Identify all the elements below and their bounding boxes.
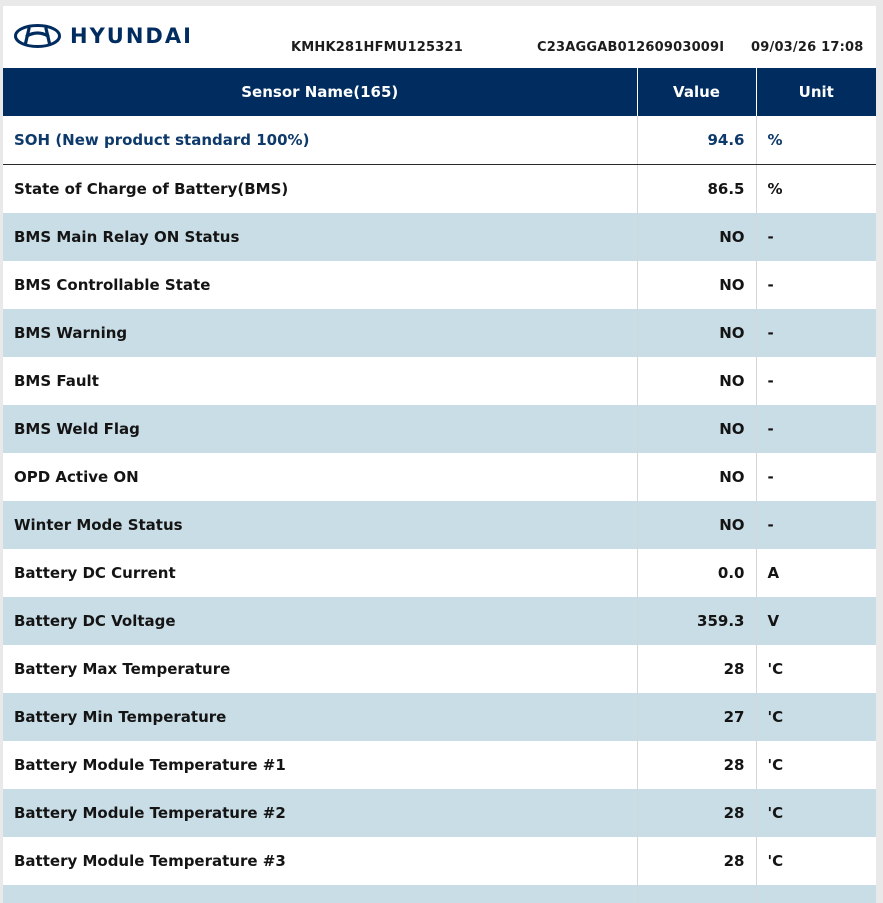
sensor-name: SOH (New product standard 100%) — [3, 116, 637, 165]
table-row — [3, 837, 876, 885]
sensor-name: Battery Max Temperature — [3, 645, 637, 693]
report-code: C23AGGAB01260903009I — [537, 40, 725, 55]
sensor-value: 0.0 — [637, 549, 756, 597]
sensor-name: Battery Module Temperature #2 — [3, 789, 637, 837]
sensor-name: Battery Min Temperature — [3, 693, 637, 741]
sensor-unit: 'C — [767, 756, 784, 774]
sensor-unit: 'C — [756, 789, 876, 837]
sensor-value: 27 — [637, 693, 756, 741]
column-header-unit: Unit — [756, 68, 876, 116]
table-row — [3, 549, 876, 597]
table-row — [3, 789, 876, 837]
sensor-name: BMS Main Relay ON Status — [3, 213, 637, 261]
sensor-unit: - — [756, 501, 876, 549]
table-row — [3, 357, 876, 405]
table-row — [3, 453, 876, 501]
table-row — [3, 741, 876, 789]
sensor-unit: 'C — [767, 852, 784, 870]
table-row — [3, 261, 876, 309]
report-header — [3, 6, 876, 68]
sensor-name: BMS Controllable State — [3, 261, 637, 309]
sensor-name: Battery Module Temperature #1 — [3, 741, 637, 789]
sensor-value: 28 — [637, 741, 756, 789]
table-row — [3, 405, 876, 453]
table-header-row — [3, 68, 876, 116]
table-row-soh — [3, 116, 876, 165]
sensor-unit: 'C — [767, 660, 784, 678]
column-header-sensor-name: Sensor Name(165) — [3, 68, 637, 116]
sensor-unit: % — [767, 180, 783, 198]
table-row-partial — [3, 885, 876, 903]
sensor-value: NO — [637, 405, 756, 453]
sensor-name: Winter Mode Status — [3, 501, 637, 549]
sensor-value — [637, 885, 756, 903]
table-row — [3, 501, 876, 549]
sensor-value: 28 — [637, 789, 756, 837]
sensor-unit: A — [767, 564, 780, 582]
sensor-unit: - — [767, 468, 774, 486]
sensor-name: BMS Fault — [3, 357, 637, 405]
sensor-value: NO — [637, 213, 756, 261]
table-row — [3, 693, 876, 741]
sensor-name: Battery DC Voltage — [3, 597, 637, 645]
sensor-unit: - — [756, 405, 876, 453]
sensor-value: NO — [637, 501, 756, 549]
table-row — [3, 597, 876, 645]
sensor-unit: - — [756, 213, 876, 261]
sensor-value: 28 — [637, 645, 756, 693]
sensor-unit: - — [767, 276, 774, 294]
brand-wordmark: HYUNDAI — [70, 24, 193, 48]
sensor-name: State of Charge of Battery(BMS) — [3, 165, 637, 214]
sensor-unit: 'C — [756, 693, 876, 741]
sensor-table — [3, 68, 876, 903]
sensor-unit — [756, 885, 876, 903]
sensor-value: 359.3 — [637, 597, 756, 645]
table-row — [3, 165, 876, 214]
hyundai-logo — [14, 24, 193, 48]
sensor-name: OPD Active ON — [3, 453, 637, 501]
sensor-value: NO — [637, 453, 756, 501]
sensor-name: BMS Weld Flag — [3, 405, 637, 453]
sensor-value: NO — [637, 357, 756, 405]
sensor-name — [3, 885, 637, 903]
sensor-unit: V — [756, 597, 876, 645]
sensor-value: 86.5 — [637, 165, 756, 214]
table-row — [3, 213, 876, 261]
sensor-name: BMS Warning — [3, 309, 637, 357]
sensor-value: NO — [637, 309, 756, 357]
table-row — [3, 309, 876, 357]
vin-number: KMHK281HFMU125321 — [291, 40, 464, 55]
report-sheet — [3, 6, 876, 903]
sensor-value: 28 — [637, 837, 756, 885]
sensor-unit: % — [756, 116, 876, 165]
column-header-value: Value — [637, 68, 756, 116]
sensor-unit: - — [767, 372, 774, 390]
sensor-value: 94.6 — [637, 116, 756, 165]
hyundai-emblem-icon — [14, 24, 61, 48]
sensor-name: Battery DC Current — [3, 549, 637, 597]
report-datetime: 09/03/26 17:08 — [751, 40, 864, 55]
sensor-name: Battery Module Temperature #3 — [3, 837, 637, 885]
sensor-unit: - — [756, 309, 876, 357]
sensor-value: NO — [637, 261, 756, 309]
table-row — [3, 645, 876, 693]
